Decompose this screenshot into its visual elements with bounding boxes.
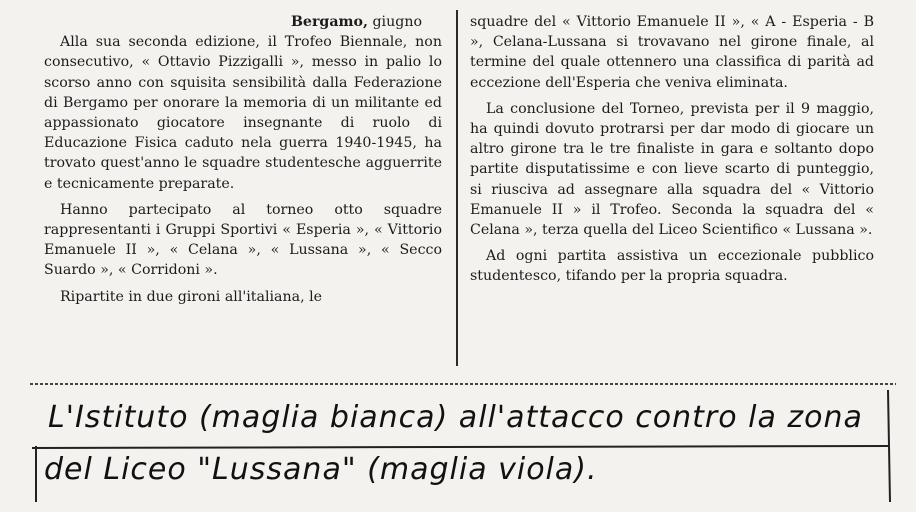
article-paragraph-continuation: squadre del « Vittorio Emanuele II », « A - Esperia - B », Celana-Lussana si trovavano nel girone finale, al termine del quale ottennero una classifica di parità ad eccezione dell'Esperia che veniva eliminata. <box>470 14 874 91</box>
article-paragraph: Hanno partecipato al torneo otto squadre rappresentanti i Gruppi Sportivi « Esperia », « Vittorio Emanuele II », « Celana », « Lussana », « Secco Suardo », « Corridoni ». <box>44 201 442 279</box>
caption-line-1: L'Istituto (maglia bianca) all'attacco contro la zona <box>48 400 863 435</box>
article-paragraph: Ripartite in due gironi all'italiana, le <box>60 288 323 305</box>
article-paragraph: Alla sua seconda edizione, il Trofeo Biennale, non consecutivo, « Ottavio Pizzigalli », messo in palio lo scorso anno con squisita sensibilità dalla Federazione di Bergamo per onorare la memoria di un militante ed appassionato giocatore insegnante di ruolo di Educazione Fisica caduto nela guerra 1940-1945, ha trovato quest'anno le squadre studentesche agguerrite e tecnicamente preparate. <box>44 34 442 192</box>
dateline <box>44 12 442 32</box>
column-divider <box>456 10 458 366</box>
dateline-month: giugno <box>367 14 422 30</box>
handwritten-caption-frame <box>30 380 896 506</box>
article-right-column <box>470 12 874 293</box>
caption-frame-lines <box>30 380 896 506</box>
caption-line-2: del Liceo "Lussana" (maglia viola). <box>44 452 598 487</box>
article-paragraph: La conclusione del Torneo, prevista per il 9 maggio, ha quindi dovuto protrarsi per dar modo di giocare un altro girone tra le tre finaliste in gara e soltanto dopo partite disputatissime e con lieve scarto di punteggio, si riusciva ad assegnare alla squadra del « Vittorio Emanuele II » il Trofeo. Seconda la squadra del « Celana », terza quella del Liceo Scientifico « Lussana ». <box>470 100 874 239</box>
article-paragraph: Ad ogni partita assistiva un eccezionale pubblico studentesco, tifando per la propria squadra. <box>470 248 874 285</box>
article-left-column <box>44 12 442 313</box>
dateline-place: Bergamo, <box>290 14 368 30</box>
